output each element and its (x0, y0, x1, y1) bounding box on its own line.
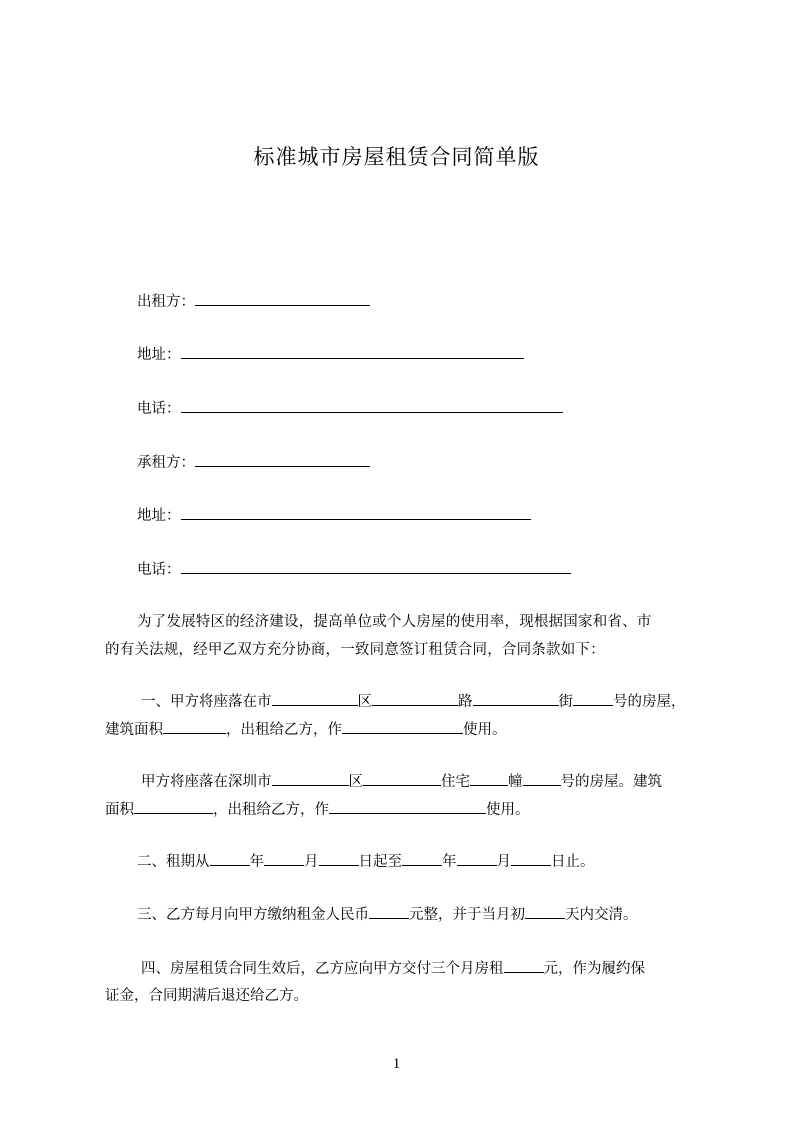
preamble-line-2: 的有关法规，经甲乙双方充分协商，一致同意签订租赁合同，合同条款如下： (105, 642, 605, 658)
end-day-label: 日止。 (551, 854, 595, 870)
lessee-phone-blank[interactable] (181, 559, 571, 574)
lessor-line (137, 291, 370, 312)
road-label: 路 (458, 694, 473, 710)
residence-label: 住宅 (441, 774, 470, 790)
start-month-blank[interactable] (264, 851, 304, 866)
lessee-label: 承租方： (137, 455, 195, 471)
rent-mid: 元整，并于当月初 (409, 907, 525, 923)
clause-4-line-1 (141, 958, 645, 979)
start-day-label: 日起至 (358, 854, 402, 870)
clause-1b-line-1 (141, 771, 662, 792)
district-label: 区 (357, 694, 372, 710)
deposit-prefix: 四、房屋租赁合同生效后，乙方应向甲方交付三个月房租 (141, 961, 504, 977)
payment-days-blank[interactable] (525, 904, 565, 919)
sz-area-label: 面积 (105, 802, 134, 818)
sz-district-label: 区 (348, 774, 363, 790)
lessee-address-label: 地址： (137, 508, 181, 524)
number-blank[interactable] (573, 691, 613, 706)
lessee-blank[interactable] (195, 452, 370, 467)
deposit-amount-blank[interactable] (504, 958, 544, 973)
lessee-line (137, 452, 370, 473)
sz-number-blank[interactable] (523, 771, 561, 786)
page-number: 1 (392, 1056, 401, 1072)
rent-end: 天内交清。 (565, 907, 638, 923)
start-year-label: 年 (249, 854, 264, 870)
sz-area-blank[interactable] (134, 799, 213, 814)
clause-1b-prefix: 甲方将座落在深圳市 (141, 774, 272, 790)
lessee-phone-label: 电话： (137, 562, 181, 578)
document-title: 标准城市房屋租赁合同简单版 (253, 145, 540, 169)
number-suffix: 号的房屋， (613, 694, 686, 710)
sz-usage-suffix: 使用。 (486, 802, 530, 818)
lessor-label: 出租方： (137, 294, 195, 310)
lessee-address-blank[interactable] (181, 505, 531, 520)
end-month-label: 月 (496, 854, 511, 870)
lessor-address-label: 地址： (137, 347, 181, 363)
lessor-phone-line (137, 398, 563, 419)
lessor-address-blank[interactable] (181, 344, 524, 359)
clause-1-line-2 (105, 719, 507, 740)
preamble-line-1: 为了发展特区的经济建设，提高单位或个人房屋的使用率，现根据国家和省、市 (137, 614, 652, 630)
lessor-phone-label: 电话： (137, 401, 181, 417)
clause-4-line-2: 证金，合同期满后退还给乙方。 (105, 988, 308, 1004)
lessor-phone-blank[interactable] (181, 398, 563, 413)
residence-blank[interactable] (363, 771, 441, 786)
start-day-blank[interactable] (319, 851, 359, 866)
usage-suffix: 使用。 (463, 722, 507, 738)
end-month-blank[interactable] (457, 851, 497, 866)
city-blank[interactable] (272, 691, 358, 706)
end-year-blank[interactable] (402, 851, 442, 866)
clause-2-line (137, 851, 595, 872)
lessee-address-line (137, 505, 531, 526)
clause-3-line (137, 904, 638, 925)
term-prefix: 二、租期从 (137, 854, 210, 870)
start-year-blank[interactable] (210, 851, 250, 866)
clause-1b-line-2 (105, 799, 530, 820)
area-blank[interactable] (163, 719, 226, 734)
sz-usage-blank[interactable] (329, 799, 486, 814)
rent-amount-blank[interactable] (369, 904, 409, 919)
sz-lease-to-label: ，出租给乙方，作 (213, 802, 329, 818)
street-label: 街 (558, 694, 573, 710)
district-blank[interactable] (372, 691, 458, 706)
sz-number-suffix: 号的房屋。建筑 (560, 774, 662, 790)
end-day-blank[interactable] (511, 851, 551, 866)
clause-1-line-1 (141, 691, 686, 712)
building-blank[interactable] (470, 771, 508, 786)
sz-district-blank[interactable] (272, 771, 349, 786)
lessor-address-line (137, 344, 524, 365)
building-label: 幢 (508, 774, 523, 790)
start-month-label: 月 (304, 854, 319, 870)
road-blank[interactable] (473, 691, 559, 706)
deposit-mid: 元，作为履约保 (543, 961, 645, 977)
lease-to-label: ，出租给乙方，作 (226, 722, 342, 738)
rent-prefix: 三、乙方每月向甲方缴纳租金人民币 (137, 907, 369, 923)
end-year-label: 年 (442, 854, 457, 870)
lessee-phone-line (137, 559, 571, 580)
lessor-blank[interactable] (195, 291, 370, 306)
usage-blank[interactable] (342, 719, 463, 734)
clause-1-prefix: 一、甲方将座落在市 (141, 694, 272, 710)
area-label: 建筑面积 (105, 722, 163, 738)
